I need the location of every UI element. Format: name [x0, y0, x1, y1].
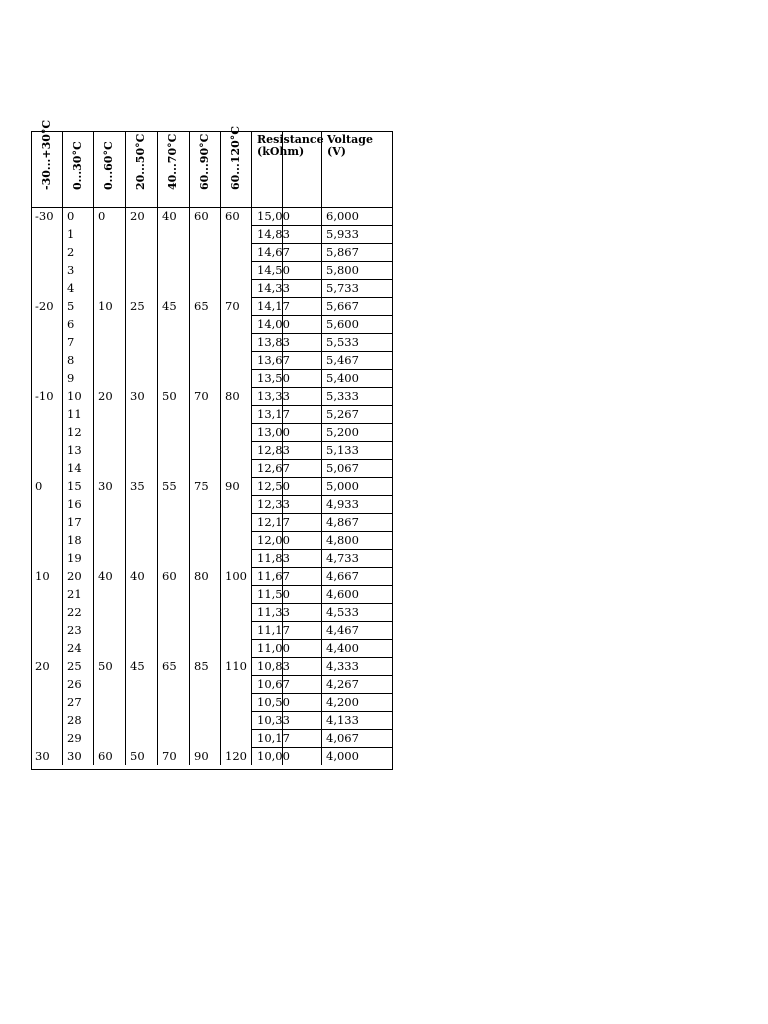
- table-cell: 4,000: [326, 749, 359, 763]
- table-cell: 7: [67, 335, 75, 349]
- table-cell: 4,267: [326, 677, 359, 691]
- table-cell: 55: [162, 479, 177, 493]
- table-cell: 13,83: [257, 335, 290, 349]
- table-row: [31, 315, 393, 333]
- table-row: [31, 423, 393, 441]
- table-cell: 16: [67, 497, 82, 511]
- column-header-4: [125, 131, 157, 207]
- table-cell: 5,867: [326, 245, 359, 259]
- table-cell: 20: [130, 209, 145, 223]
- table-cell: 5,400: [326, 371, 359, 385]
- table-cell: 25: [130, 299, 145, 313]
- table-row: [31, 369, 393, 387]
- column-header-label: -30...+30°C: [39, 119, 53, 190]
- table-cell: 30: [130, 389, 145, 403]
- column-header-3: [93, 131, 125, 207]
- table-row: [31, 603, 393, 621]
- table-row: [31, 459, 393, 477]
- table-cell: 4,067: [326, 731, 359, 745]
- table-cell: 15,00: [257, 209, 290, 223]
- column-header-label: 20...50°C: [134, 133, 147, 190]
- table-cell: 21: [67, 587, 82, 601]
- table-cell: 120: [225, 749, 247, 763]
- table-cell: 50: [98, 659, 113, 673]
- table-row: [31, 747, 393, 765]
- table-row: [31, 297, 393, 315]
- table-row: [31, 207, 393, 225]
- table-row: [31, 351, 393, 369]
- table-row: [31, 675, 393, 693]
- table-cell: 100: [225, 569, 247, 583]
- table-cell: 65: [162, 659, 177, 673]
- table-cell: 5,467: [326, 353, 359, 367]
- table-cell: 14,33: [257, 281, 290, 295]
- table-cell: 40: [130, 569, 145, 583]
- table-cell: 5: [67, 299, 75, 313]
- table-cell: 70: [225, 299, 240, 313]
- table-cell: 18: [67, 533, 82, 547]
- table-cell: 11,67: [257, 569, 290, 583]
- table-row: [31, 657, 393, 675]
- table-cell: 15: [67, 479, 82, 493]
- table-cell: 35: [130, 479, 145, 493]
- table-cell: 30: [35, 749, 50, 763]
- table-row: [31, 711, 393, 729]
- table-cell: 4,800: [326, 533, 359, 547]
- table-cell: 5,200: [326, 425, 359, 439]
- table-cell: 12: [67, 425, 82, 439]
- table-cell: 5,600: [326, 317, 359, 331]
- table-row: [31, 333, 393, 351]
- column-header-7: [220, 125, 251, 207]
- table-cell: 90: [194, 749, 209, 763]
- table-cell: 12,83: [257, 443, 290, 457]
- table-cell: 10,50: [257, 695, 290, 709]
- table-row: [31, 225, 393, 243]
- table-cell: 10,33: [257, 713, 290, 727]
- table-cell: 4,667: [326, 569, 359, 583]
- table-cell: 60: [225, 209, 240, 223]
- table-cell: 60: [194, 209, 209, 223]
- table-cell: 13,50: [257, 371, 290, 385]
- table-cell: 5,667: [326, 299, 359, 313]
- table-cell: 5,933: [326, 227, 359, 241]
- table-cell: 110: [225, 659, 247, 673]
- table-cell: 30: [67, 749, 82, 763]
- table-row: [31, 477, 393, 495]
- table-row: [31, 549, 393, 567]
- table-cell: 4,533: [326, 605, 359, 619]
- column-header-5: [157, 131, 189, 207]
- table-cell: 1: [67, 227, 75, 241]
- table-cell: 50: [130, 749, 145, 763]
- table-row: [31, 441, 393, 459]
- table-cell: 14,83: [257, 227, 290, 241]
- table-cell: 2: [67, 245, 75, 259]
- table-cell: 75: [194, 479, 209, 493]
- table-cell: 20: [98, 389, 113, 403]
- table-cell: 11,83: [257, 551, 290, 565]
- table-cell: 5,067: [326, 461, 359, 475]
- column-header-label: 60...90°C: [197, 133, 211, 190]
- table-cell: 4,867: [326, 515, 359, 529]
- table-cell: 4,467: [326, 623, 359, 637]
- table-cell: 13,33: [257, 389, 290, 403]
- table-cell: 12,50: [257, 479, 290, 493]
- table-cell: 4,600: [326, 587, 359, 601]
- table-cell: 4: [67, 281, 75, 295]
- table-cell: 5,800: [326, 263, 359, 277]
- table-cell: 4,133: [326, 713, 359, 727]
- table-cell: 11,17: [257, 623, 290, 637]
- resistance-header: Resistance (kOhm): [257, 133, 324, 158]
- table-cell: 26: [67, 677, 82, 691]
- table-cell: 17: [67, 515, 82, 529]
- table-cell: 5,733: [326, 281, 359, 295]
- table-cell: 14,17: [257, 299, 290, 313]
- table-cell: 4,333: [326, 659, 359, 673]
- column-header-label: 0...30°C: [70, 141, 84, 190]
- table-cell: 20: [35, 659, 50, 673]
- table-cell: 14,00: [257, 317, 290, 331]
- table-cell: 14: [67, 461, 82, 475]
- table-row: [31, 243, 393, 261]
- table-cell: 90: [225, 479, 240, 493]
- table-cell: 70: [162, 749, 177, 763]
- table-cell: 12,33: [257, 497, 290, 511]
- table-cell: 0: [98, 209, 106, 223]
- column-header-2: [62, 131, 93, 207]
- table-cell: 24: [67, 641, 82, 655]
- table-row: [31, 621, 393, 639]
- table-cell: -10: [35, 389, 54, 403]
- table-cell: 4,400: [326, 641, 359, 655]
- table-cell: 4,200: [326, 695, 359, 709]
- table-cell: 11,00: [257, 641, 290, 655]
- table-cell: 5,267: [326, 407, 359, 421]
- table-cell: 11: [67, 407, 82, 421]
- table-cell: 30: [98, 479, 113, 493]
- column-header-1: [31, 119, 62, 207]
- table-cell: 14,50: [257, 263, 290, 277]
- table-cell: 13,17: [257, 407, 290, 421]
- table-cell: 13,67: [257, 353, 290, 367]
- table-cell: -20: [35, 299, 54, 313]
- table-cell: 60: [98, 749, 113, 763]
- table-cell: 23: [67, 623, 82, 637]
- table-cell: 27: [67, 695, 82, 709]
- table-cell: 10,17: [257, 731, 290, 745]
- table-cell: 13,00: [257, 425, 290, 439]
- table-cell: 3: [67, 263, 75, 277]
- table-row: [31, 729, 393, 747]
- column-header-label: 0...60°C: [102, 141, 115, 190]
- table-cell: 80: [194, 569, 209, 583]
- table-cell: 9: [67, 371, 75, 385]
- table-cell: 40: [98, 569, 113, 583]
- table-cell: 12,67: [257, 461, 290, 475]
- table-cell: 5,133: [326, 443, 359, 457]
- table-cell: 45: [130, 659, 145, 673]
- table-cell: 5,000: [326, 479, 359, 493]
- column-header-label: 60...120°C: [228, 125, 242, 190]
- table-cell: 6,000: [326, 209, 359, 223]
- voltage-header: Voltage (V): [327, 133, 373, 158]
- table-cell: 5,333: [326, 389, 359, 403]
- table-cell: 13: [67, 443, 82, 457]
- table-cell: 0: [67, 209, 75, 223]
- table-cell: 10: [98, 299, 113, 313]
- table-cell: 50: [162, 389, 177, 403]
- table-cell: 40: [162, 209, 177, 223]
- table-cell: 20: [67, 569, 82, 583]
- table-cell: 60: [162, 569, 177, 583]
- table-cell: 14,67: [257, 245, 290, 259]
- table-cell: 25: [67, 659, 82, 673]
- table-cell: 70: [194, 389, 209, 403]
- table-cell: 6: [67, 317, 75, 331]
- table-cell: 80: [225, 389, 240, 403]
- table-row: [31, 279, 393, 297]
- table-cell: 22: [67, 605, 82, 619]
- table-row: [31, 531, 393, 549]
- table-row: [31, 693, 393, 711]
- table-cell: 4,733: [326, 551, 359, 565]
- table-cell: 10,83: [257, 659, 290, 673]
- table-cell: 0: [35, 479, 43, 493]
- table-cell: 10: [67, 389, 82, 403]
- column-header-label: 40...70°C: [166, 133, 179, 190]
- table-cell: 5,533: [326, 335, 359, 349]
- table-row: [31, 405, 393, 423]
- table-cell: 45: [162, 299, 177, 313]
- table-cell: 11,33: [257, 605, 290, 619]
- table-cell: 10,00: [257, 749, 290, 763]
- table-row: [31, 387, 393, 405]
- table-cell: 65: [194, 299, 209, 313]
- table-cell: 29: [67, 731, 82, 745]
- temperature-resistance-table: [31, 119, 393, 770]
- table-cell: 12,00: [257, 533, 290, 547]
- table-cell: 12,17: [257, 515, 290, 529]
- table-row: [31, 513, 393, 531]
- table-cell: 10,67: [257, 677, 290, 691]
- table-cell: 19: [67, 551, 82, 565]
- table-cell: 8: [67, 353, 75, 367]
- table-row: [31, 567, 393, 585]
- table-cell: 28: [67, 713, 82, 727]
- table-cell: 85: [194, 659, 209, 673]
- table-row: [31, 639, 393, 657]
- table-cell: 4,933: [326, 497, 359, 511]
- table-row: [31, 585, 393, 603]
- table-row: [31, 261, 393, 279]
- table-cell: -30: [35, 209, 54, 223]
- table-row: [31, 495, 393, 513]
- table-cell: 11,50: [257, 587, 290, 601]
- table-cell: 10: [35, 569, 50, 583]
- column-header-6: [189, 131, 220, 207]
